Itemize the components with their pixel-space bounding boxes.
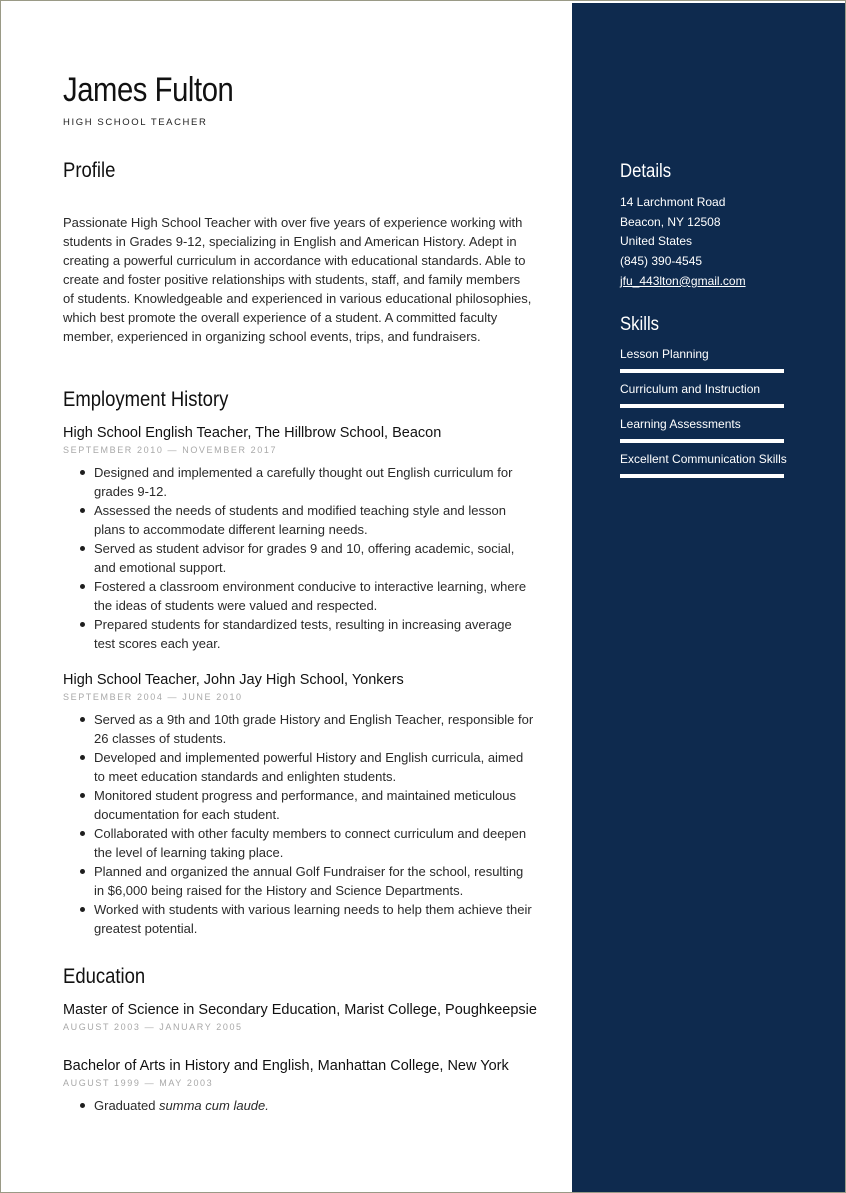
skill-item [620,417,784,443]
bullet-item: Served as student advisor for grades 9 and 10, offering academic, social, and emotional support. [94,539,534,577]
bullet-item: Developed and implemented powerful History and English curricula, aimed to meet education standards and enlighten students. [94,748,534,786]
skill-item [620,452,787,478]
job-bullets [63,710,543,938]
address-line2: Beacon, NY 12508 [620,214,721,229]
bullet-item: Served as a 9th and 10th grade History and English Teacher, responsible for 26 classes of students. [94,712,534,746]
sidebar [572,3,845,1192]
education-entry [63,1001,543,1036]
email-link[interactable]: jfu_443lton@gmail.com [620,273,746,288]
skill-level-bar [620,474,784,478]
country: United States [620,234,693,249]
job-dates: SEPTEMBER 2010 — NOVEMBER 2017 [63,445,278,455]
bullet-item: Designed and implemented a carefully thought out English curriculum for grades 9-12. [94,463,534,501]
bullet-item: Worked with students with various learning needs to help them achieve their greatest potential. [94,900,534,938]
degree-dates: AUGUST 2003 — JANUARY 2005 [63,1022,243,1032]
bullet-text: Graduated [94,1098,160,1113]
bullet-item: Fostered a classroom environment conducive to interactive learning, where the ideas of students were valued and respected. [94,577,534,615]
skill-label: Lesson Planning [620,347,709,361]
job-entry [63,671,543,938]
bullet-item: Collaborated with other faculty members to connect curriculum and deepen the level of learning taking place. [94,824,534,862]
skill-item [620,382,784,408]
bullet-item [94,1096,534,1115]
degree-title: Master of Science in Secondary Education, Marist College, Poughkeepsie [63,1002,537,1018]
job-entry [63,424,543,653]
job-title: High School Teacher, John Jay High School, Yonkers [63,672,404,688]
skill-level-bar [620,404,784,408]
degree-title: Bachelor of Arts in History and English, Manhattan College, New York [63,1058,509,1074]
bullet-item: Monitored student progress and performance, and maintained meticulous documentation for each student. [94,786,534,824]
contact-details [620,193,746,292]
skill-item [620,347,784,373]
bullet-item: Assessed the needs of students and modified teaching style and lesson plans to accommodate different learning needs. [94,501,534,539]
skill-level-bar [620,369,784,373]
candidate-title: HIGH SCHOOL TEACHER [63,117,208,128]
job-title: High School English Teacher, The Hillbrow School, Beacon [63,425,442,441]
bullet-item: Planned and organized the annual Golf Fundraiser for the school, resulting in $6,000 being raised for the History and Science Departments. [94,862,534,900]
candidate-name: James Fulton [63,71,234,109]
education-heading: Education [63,965,146,988]
skill-label: Curriculum and Instruction [620,382,761,396]
address-line1: 14 Larchmont Road [620,195,726,209]
profile-heading: Profile [63,159,116,182]
honors-text: summa cum laude. [159,1098,269,1113]
job-dates: SEPTEMBER 2004 — JUNE 2010 [63,692,243,702]
skill-label: Excellent Communication Skills [620,452,787,466]
job-bullets [63,463,543,653]
skill-level-bar [620,439,784,443]
skill-label: Learning Assessments [620,417,741,431]
details-heading: Details [620,161,672,182]
degree-bullets [63,1096,543,1115]
degree-dates: AUGUST 1999 — MAY 2003 [63,1078,214,1088]
profile-text: Passionate High School Teacher with over five years of experience working with students in Grades 9-12, specializing in English and American History. Adept in creating a powerful curriculum in accordance with educational standards. Able to create and foster positive relationships with students, staff, and family members of students. Knowledgeable and experienced in various educational philosophies, which best promote the overall experience of a student. A committed faculty member, experienced in organizing school events, trips, and fundraisers. [63,215,532,344]
phone: (845) 390-4545 [620,254,703,269]
bullet-item: Prepared students for standardized tests, resulting in increasing average test scores each year. [94,615,534,653]
skills-heading: Skills [620,314,660,335]
education-entry [63,1057,543,1115]
employment-heading: Employment History [63,388,229,411]
